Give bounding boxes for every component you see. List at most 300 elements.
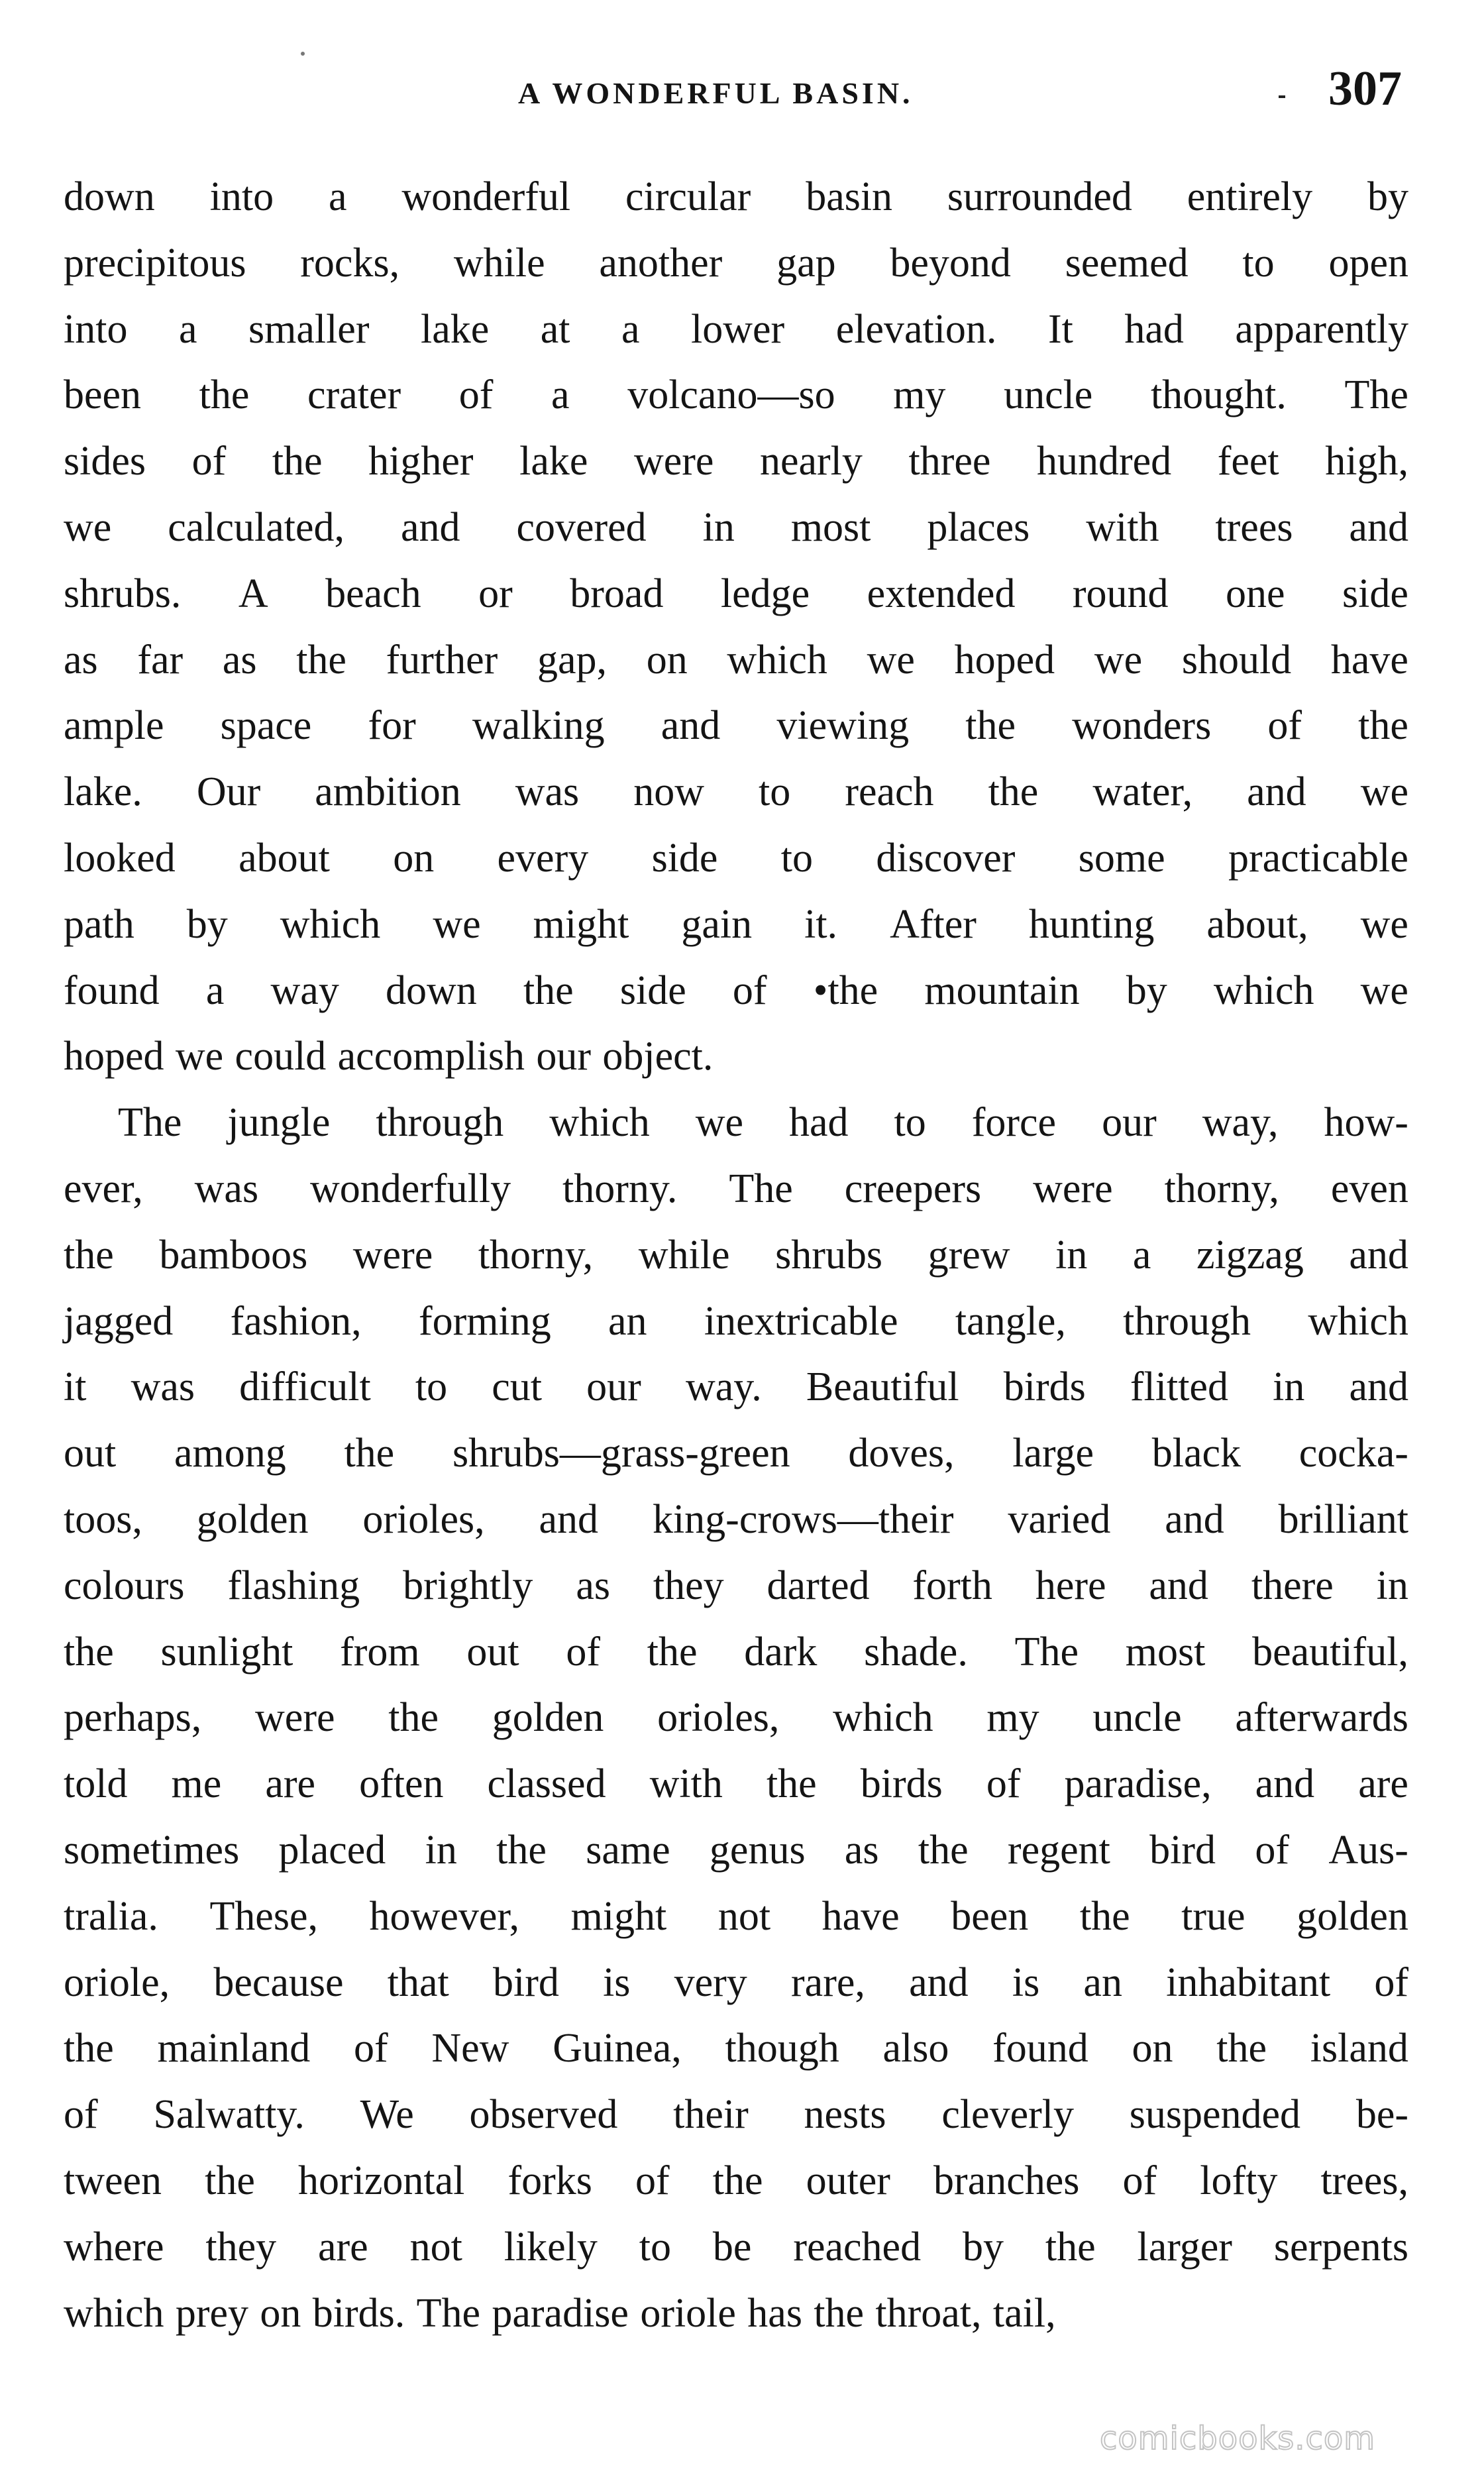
word: mountain (924, 967, 1080, 1013)
word: some (1078, 835, 1165, 881)
word: my (893, 372, 946, 418)
word: which (727, 637, 827, 683)
word: jungle (227, 1100, 331, 1146)
word: the (1079, 1893, 1130, 1939)
word: a (1132, 1232, 1151, 1278)
word: forming (418, 1298, 551, 1344)
running-head (0, 61, 1484, 121)
word: the (64, 2026, 114, 2071)
word: uncle (1092, 1695, 1182, 1741)
word: through (1123, 1298, 1251, 1344)
word: the (344, 1431, 395, 1476)
word: king-crows—their (652, 1496, 954, 1542)
word: were (633, 439, 714, 484)
word: on (1132, 2026, 1173, 2071)
word: Beautiful (806, 1364, 959, 1410)
word: the (272, 439, 323, 484)
word: basin (806, 174, 893, 219)
text-line (64, 1818, 1408, 1884)
word: as (222, 637, 257, 683)
body-text (64, 164, 1408, 2346)
word: by (1126, 967, 1167, 1013)
word: circular (625, 174, 751, 219)
word: serpents (1273, 2224, 1408, 2270)
word: an (1083, 1959, 1122, 2005)
word: smaller (248, 306, 370, 352)
word: we (433, 901, 481, 947)
word: same (586, 1827, 670, 1873)
word: A (238, 571, 268, 616)
text-line (64, 759, 1408, 826)
word: looked (64, 835, 176, 881)
word: Salwatty. (153, 2092, 305, 2138)
word: branches (933, 2158, 1080, 2203)
word: covered (516, 504, 647, 550)
word: ample (64, 703, 164, 749)
word: lofty (1200, 2158, 1278, 2203)
word: been (64, 372, 142, 418)
word: down (64, 174, 155, 219)
word: larger (1137, 2224, 1232, 2270)
word: thought. (1150, 372, 1287, 418)
word: while (453, 240, 545, 286)
word: the (1358, 703, 1408, 749)
word: in (1376, 1563, 1408, 1608)
word: the (64, 1232, 114, 1278)
text-line (64, 2281, 1408, 2347)
text-line (64, 495, 1408, 561)
word: darted (767, 1563, 870, 1608)
word: very (674, 1959, 747, 2005)
word: way (270, 967, 339, 1013)
word: and (1349, 1364, 1408, 1410)
text-line (64, 164, 1408, 231)
word: elevation. (835, 306, 997, 352)
word: gap, (537, 637, 608, 683)
word: sometimes (64, 1827, 240, 1873)
text-line (64, 1289, 1408, 1355)
word: hundred (1037, 439, 1172, 484)
word: the (205, 2158, 255, 2203)
word: fashion, (230, 1298, 362, 1344)
word: true (1181, 1893, 1246, 1939)
word: wonders (1072, 703, 1212, 749)
word: also (882, 2026, 949, 2071)
word: out (466, 1629, 519, 1675)
word: it. (804, 901, 838, 947)
word: were (1033, 1166, 1113, 1211)
word: an (608, 1298, 647, 1344)
word: from (340, 1629, 420, 1675)
word: The (1014, 1629, 1079, 1675)
text-line (64, 826, 1408, 892)
word: lake (420, 306, 490, 352)
word: rare, (791, 1959, 865, 2005)
word: nests (804, 2092, 886, 2138)
word: force (971, 1100, 1057, 1146)
word: they (653, 1563, 724, 1608)
word: be (712, 2224, 752, 2270)
word: places (927, 504, 1030, 550)
word: high, (1325, 439, 1408, 484)
word: and (539, 1496, 599, 1542)
word: there (1251, 1563, 1334, 1608)
word: our (536, 1034, 592, 1079)
text-line (64, 1884, 1408, 1950)
word: and (1349, 1232, 1408, 1278)
word: horizontal (297, 2158, 465, 2203)
text-line (64, 1090, 1408, 1156)
word: Our (196, 769, 261, 815)
word: path (64, 901, 134, 947)
word: found (992, 2026, 1088, 2071)
word: tangle, (955, 1298, 1066, 1344)
word: flashing (227, 1563, 360, 1608)
text-line (64, 1487, 1408, 1553)
word: to (1242, 240, 1275, 286)
word: the (523, 967, 574, 1013)
word: the (647, 1629, 698, 1675)
word: bird (492, 1959, 559, 2005)
word: one (1226, 571, 1285, 616)
word: hunting (1028, 901, 1155, 947)
word: and (661, 703, 721, 749)
word: far (137, 637, 184, 683)
word: golden (492, 1695, 604, 1741)
word: hoped (64, 1034, 164, 1079)
word: our (586, 1364, 641, 1410)
word: higher (368, 439, 474, 484)
word: not (717, 1893, 771, 1939)
word: thorny, (478, 1232, 594, 1278)
word: likely (504, 2224, 598, 2270)
word: about (238, 835, 330, 881)
word: might (570, 1893, 667, 1939)
word: they (205, 2224, 277, 2270)
running-head-title: A WONDERFUL BASIN. (518, 76, 914, 110)
word: jagged (64, 1298, 174, 1344)
word: precipitous (64, 240, 246, 286)
word: most (790, 504, 871, 550)
word: regent (1007, 1827, 1110, 1873)
text-line (64, 1553, 1408, 1620)
word: a (328, 174, 347, 219)
word: in (425, 1827, 457, 1873)
text-line (64, 1685, 1408, 1751)
word: broad (570, 571, 664, 616)
word: were (352, 1232, 433, 1278)
word: New (431, 2026, 509, 2071)
word: of (1374, 1959, 1408, 2005)
word: paradise (492, 2290, 629, 2336)
word: doves, (848, 1431, 955, 1476)
word: crater (307, 372, 401, 418)
word: we (64, 504, 112, 550)
word: cocka- (1298, 1431, 1408, 1476)
word: large (1012, 1431, 1094, 1476)
word: shrubs (775, 1232, 882, 1278)
word: by (186, 901, 228, 947)
word: ledge (720, 571, 810, 616)
word: rocks, (300, 240, 400, 286)
word: had (1124, 306, 1184, 352)
word: Aus- (1328, 1827, 1408, 1873)
word: which (549, 1100, 650, 1146)
text-line (64, 561, 1408, 628)
word: we (1360, 769, 1408, 815)
text-line (64, 892, 1408, 958)
word: nearly (760, 439, 863, 484)
word: perhaps, (64, 1695, 202, 1741)
text-line (64, 693, 1408, 759)
word: brilliant (1278, 1496, 1408, 1542)
word: orioles, (362, 1496, 485, 1542)
word: was (515, 769, 580, 815)
word: we (1094, 637, 1143, 683)
word: throat, (875, 2290, 982, 2336)
word: which (280, 901, 381, 947)
text-line (64, 1421, 1408, 1487)
text-line (64, 2016, 1408, 2082)
text-line (64, 1751, 1408, 1818)
word: and (1149, 1563, 1208, 1608)
word: we (1360, 901, 1408, 947)
word: their (673, 2092, 749, 2138)
word: gap (776, 240, 836, 286)
word: though (725, 2026, 839, 2071)
word: the (712, 2158, 763, 2203)
word: birds. (312, 2290, 405, 2336)
word: of (566, 1629, 600, 1675)
word: my (986, 1695, 1039, 1741)
word: the (814, 2290, 865, 2336)
word: which (1308, 1298, 1408, 1344)
word: and (1349, 504, 1408, 550)
word: shrubs—grass-green (452, 1431, 790, 1476)
word: inhabitant (1166, 1959, 1331, 2005)
word: a (205, 967, 225, 1013)
word: creepers (844, 1166, 982, 1211)
word: of (353, 2026, 388, 2071)
word: oriole, (64, 1959, 170, 2005)
word: and (909, 1959, 969, 2005)
word: and (1165, 1496, 1224, 1542)
word: by (962, 2224, 1004, 2270)
word: and (1247, 769, 1306, 815)
word: the (296, 637, 346, 683)
word: beyond (890, 240, 1011, 286)
text-line (64, 2082, 1408, 2148)
word: It (1047, 306, 1073, 352)
word: extended (867, 571, 1016, 616)
word: was (194, 1166, 259, 1211)
text-line (64, 429, 1408, 495)
word: The (118, 1100, 182, 1146)
text-line (64, 231, 1408, 297)
word: side (619, 967, 686, 1013)
word: hoped (954, 637, 1055, 683)
word: and (400, 504, 460, 550)
word: of (732, 967, 767, 1013)
word: out (64, 1431, 117, 1476)
text-line (64, 1156, 1408, 1223)
word: is (603, 1959, 631, 2005)
word: our (1102, 1100, 1157, 1146)
word: brightly (403, 1563, 533, 1608)
word: black (1151, 1431, 1242, 1476)
word: the (1216, 2026, 1267, 2071)
word: •the (813, 967, 878, 1013)
word: paradise, (1064, 1761, 1212, 1807)
word: me (171, 1761, 222, 1807)
text-line (64, 362, 1408, 429)
word: of (1122, 2158, 1157, 2203)
word: sides (64, 439, 146, 484)
word: The (1344, 372, 1408, 418)
word: a (178, 306, 197, 352)
word: shade. (864, 1629, 968, 1675)
word: entirely (1187, 174, 1313, 219)
word: was (131, 1364, 195, 1410)
word: should (1181, 637, 1292, 683)
word: of (635, 2158, 670, 2203)
word: of (191, 439, 227, 484)
word: among (174, 1431, 286, 1476)
word: at (540, 306, 570, 352)
word: how- (1324, 1100, 1408, 1146)
word: cleverly (941, 2092, 1074, 2138)
word: of (986, 1761, 1021, 1807)
word: difficult (239, 1364, 371, 1410)
word: as (844, 1827, 879, 1873)
word: space (220, 703, 312, 749)
word: down (386, 967, 477, 1013)
watermark: comicbooks.com (1100, 2420, 1376, 2457)
word: of (458, 372, 494, 418)
word: has (747, 2290, 802, 2336)
word: a (621, 306, 640, 352)
word: sunlight (160, 1629, 293, 1675)
word: the (199, 372, 250, 418)
word: by (1367, 174, 1408, 219)
word: grew (928, 1232, 1010, 1278)
word: open (1328, 240, 1408, 286)
word: classed (487, 1761, 606, 1807)
word: object. (602, 1034, 714, 1079)
word: way. (685, 1364, 762, 1410)
word: forks (507, 2158, 592, 2203)
word: discover (876, 835, 1016, 881)
word: which (64, 2290, 164, 2336)
word: calculated, (168, 504, 345, 550)
word: because (213, 1959, 344, 2005)
word: been (951, 1893, 1029, 1939)
word: of (64, 2092, 98, 2138)
word: forth (912, 1563, 992, 1608)
word: prey (175, 2290, 249, 2336)
word: to (894, 1100, 926, 1146)
word: genus (709, 1827, 806, 1873)
word: Guinea, (553, 2026, 682, 2071)
word: could (235, 1034, 327, 1079)
word: through (376, 1100, 504, 1146)
word: and (1255, 1761, 1315, 1807)
word: might (533, 901, 629, 947)
word: three (908, 439, 991, 484)
word: accomplish (337, 1034, 525, 1079)
word: found (64, 967, 160, 1013)
text-line (64, 958, 1408, 1024)
word: gain (681, 901, 753, 947)
running-head-dash (1279, 95, 1285, 98)
word: with (649, 1761, 723, 1807)
word: trees (1215, 504, 1293, 550)
text-line (64, 2148, 1408, 2215)
text-line (64, 1223, 1408, 1289)
word: are (318, 2224, 368, 2270)
word: the (965, 703, 1016, 749)
word: with (1086, 504, 1159, 550)
word: The (416, 2290, 481, 2336)
word: now (633, 769, 704, 815)
word: the (496, 1827, 547, 1873)
word: We (360, 2092, 414, 2138)
word: observed (469, 2092, 618, 2138)
word: it (64, 1364, 87, 1410)
word: the (988, 769, 1039, 815)
word: of (1267, 703, 1302, 749)
word: to (759, 769, 791, 815)
word: have (1330, 637, 1408, 683)
word: as (64, 637, 98, 683)
word: mainland (157, 2026, 311, 2071)
word: shrubs. (64, 571, 182, 616)
word: beautiful, (1252, 1629, 1408, 1675)
word: side (1342, 571, 1408, 616)
word: ever, (64, 1166, 143, 1211)
word: or (478, 571, 513, 616)
word: another (599, 240, 723, 286)
word: we (695, 1100, 744, 1146)
word: on (646, 637, 688, 683)
word: walking (472, 703, 605, 749)
word: orioles, (657, 1695, 780, 1741)
word: into (64, 306, 128, 352)
word: bird (1149, 1827, 1216, 1873)
word: toos, (64, 1496, 142, 1542)
word: the (388, 1695, 439, 1741)
word: varied (1008, 1496, 1111, 1542)
word: wonderful (401, 174, 571, 219)
text-line (64, 2215, 1408, 2281)
word: to (415, 1364, 448, 1410)
word: round (1072, 571, 1169, 616)
word: into (209, 174, 274, 219)
word: afterwards (1235, 1695, 1408, 1741)
word: island (1310, 2026, 1408, 2071)
word: that (387, 1959, 449, 2005)
word: wonderfully (310, 1166, 511, 1211)
word: oriole (640, 2290, 736, 2336)
word: which (833, 1695, 933, 1741)
word: dark (744, 1629, 818, 1675)
word: bamboos (159, 1232, 308, 1278)
word: to (780, 835, 814, 881)
word: told (64, 1761, 128, 1807)
word: trees, (1320, 2158, 1408, 2203)
word: here (1035, 1563, 1106, 1608)
word: The (729, 1166, 793, 1211)
